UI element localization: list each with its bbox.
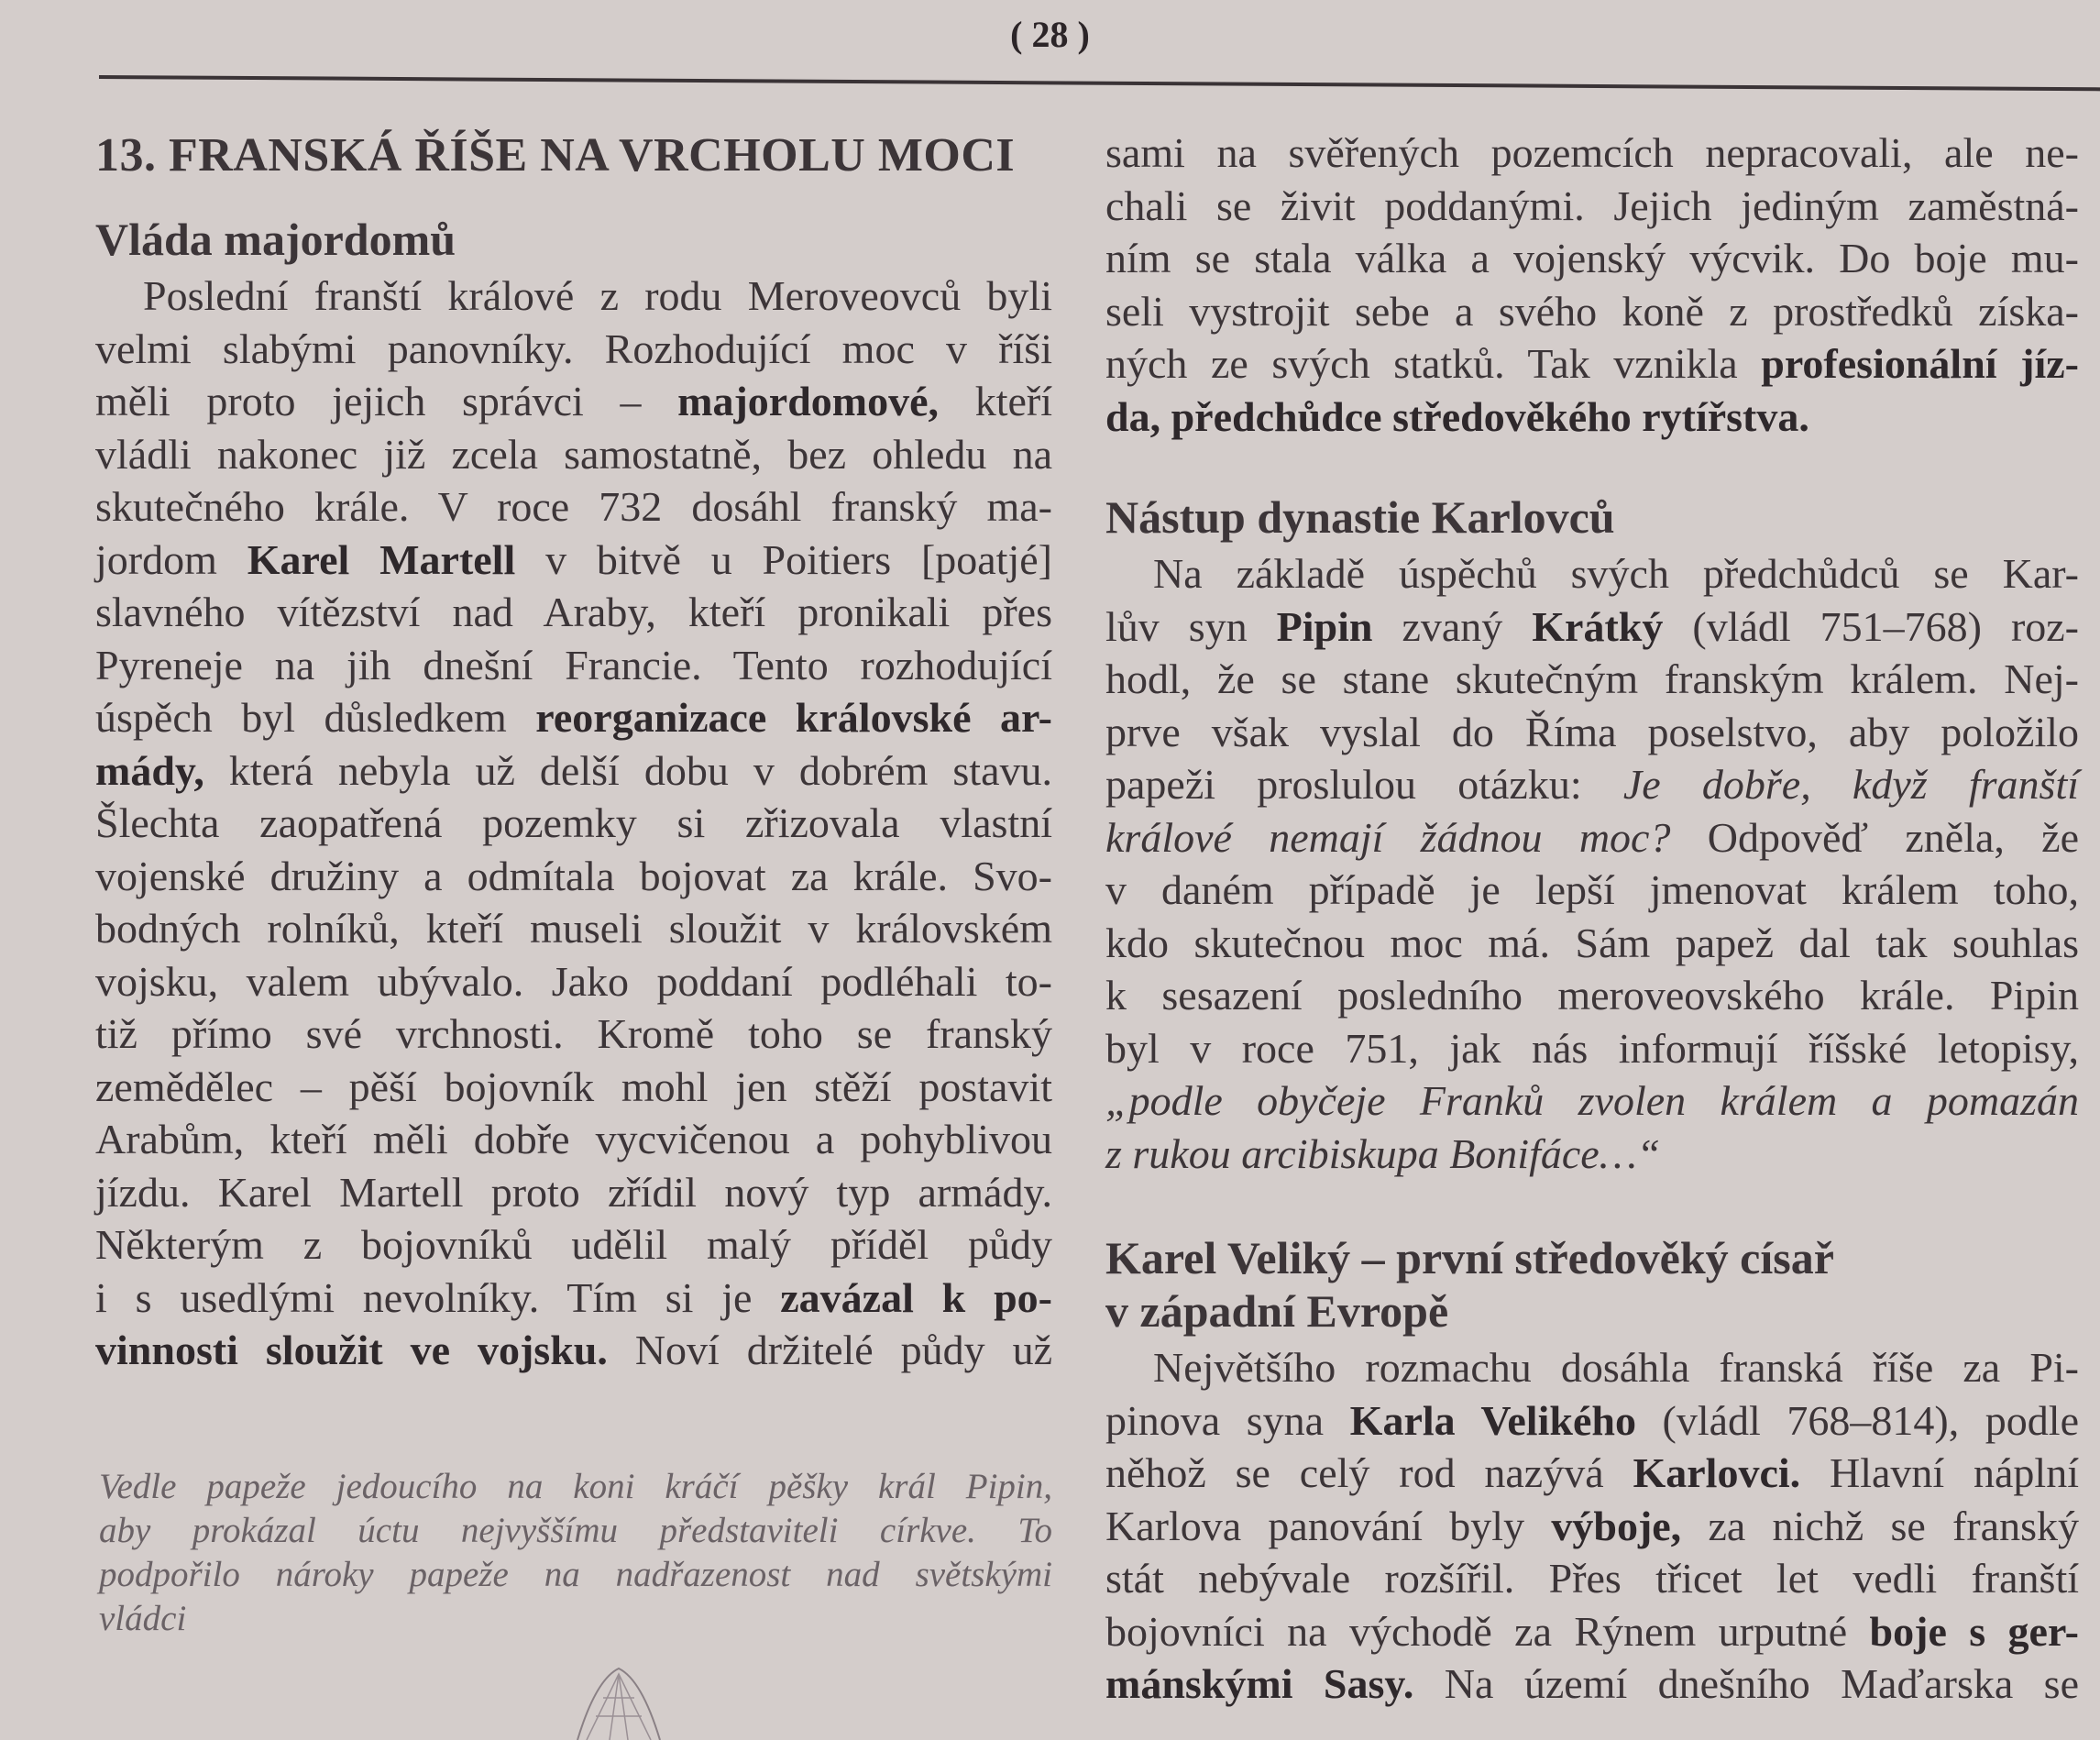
text-line: i s usedlými nevolníky. Tím si je zavázal k po- bbox=[95, 1273, 1052, 1321]
text-line: lův syn Pipin zvaný Krátký (vládl 751–768) roz- bbox=[1105, 602, 2079, 650]
section-heading-majordomu: Vláda majordomů bbox=[95, 214, 456, 265]
text-line: mády, která nebyla už delší dobu v dobrém stavu. bbox=[95, 746, 1052, 794]
chapter-title: 13. FRANSKÁ ŘÍŠE NA VRCHOLU MOCI bbox=[95, 129, 1016, 182]
section-heading-karel-veliky bbox=[1105, 1231, 2079, 1338]
text-line: něhož se celý rod nazývá Karlovci. Hlavní náplní bbox=[1105, 1449, 2079, 1496]
text-line: papeži proslulou otázku: Je dobře, když franští bbox=[1105, 761, 2079, 808]
text-line: seli vystrojit sebe a svého koně z prostředků získa- bbox=[1105, 287, 2079, 335]
text-line: zemědělec – pěší bojovník mohl jen stěží postavit bbox=[95, 1063, 1052, 1110]
text-line: prve však vyslal do Říma poselstvo, aby položilo bbox=[1105, 708, 2079, 755]
section-heading-karlovcu: Nástup dynastie Karlovců bbox=[1105, 491, 1615, 543]
text-line: slavného vítězství nad Araby, kteří pronikali přes bbox=[95, 589, 1052, 635]
text-line: kdo skutečnou moc má. Sám papež dal tak souhlas bbox=[1105, 919, 2079, 966]
text-line: chali se živit poddanými. Jejich jediným zaměstná- bbox=[1105, 182, 2079, 229]
right-body-bottom bbox=[1105, 1341, 2079, 1711]
text-line: v daném případě je lepší jmenovat králem toho, bbox=[1105, 866, 2079, 913]
text-line: aby prokázal úctu nejvyššímu představiteli církve. To bbox=[99, 1511, 1052, 1550]
text-line: vojsku, valem ubývalo. Jako poddaní podléhali to- bbox=[95, 957, 1052, 1005]
heading-line-2: v západní Evropě bbox=[1105, 1285, 1449, 1337]
text-line: stát nebývale rozšířil. Přes třicet let vedli franští bbox=[1105, 1555, 2079, 1602]
text-line: Karlova panování byly výboje, za nichž se franský bbox=[1105, 1502, 2079, 1549]
text-line: Vedle papeže jedoucího na koni kráčí pěšky král Pipin, bbox=[99, 1467, 1052, 1506]
text-line: měli proto jejich správci – majordomové, kteří bbox=[95, 378, 1053, 424]
text-line: vládci bbox=[99, 1599, 187, 1638]
text-line: Na základě úspěchů svých předchůdců se Kar- bbox=[1153, 550, 2079, 597]
text-line: da, předchůdce středověkého rytířstva. bbox=[1105, 392, 1809, 440]
text-line: hodl, že se stane skutečným franským králem. Nej- bbox=[1105, 655, 2079, 702]
header-rule bbox=[99, 75, 2100, 91]
text-line: vládli nakonec již zcela samostatně, bez ohledu na bbox=[95, 430, 1052, 478]
text-line: z rukou arcibiskupa Bonifáce…“ bbox=[1105, 1129, 1661, 1177]
text-line: „podle obyčeje Franků zvolen králem a pomazán bbox=[1105, 1077, 2079, 1124]
text-line: bodných rolníků, kteří museli sloužit v královském bbox=[95, 905, 1052, 952]
text-line: pinova syna Karla Velikého (vládl 768–814), podle bbox=[1105, 1396, 2079, 1444]
text-line: bojovníci na východě za Rýnem urputné boje s ger- bbox=[1105, 1607, 2079, 1655]
text-line: vinnosti sloužit ve vojsku. Noví držitelé půdy už bbox=[95, 1327, 1053, 1373]
text-line: mánskými Sasy. Na území dnešního Maďarska se bbox=[1105, 1660, 2080, 1707]
text-line: Arabům, kteří měli dobře vycvičenou a pohyblivou bbox=[95, 1116, 1052, 1162]
left-body bbox=[95, 270, 1052, 1377]
text-line: Pyreneje na jih dnešní Francie. Tento rozhodující bbox=[95, 641, 1052, 688]
text-line: Největšího rozmachu dosáhla franská říše za Pi- bbox=[1153, 1344, 2079, 1391]
page-number: ( 28 ) bbox=[1010, 14, 1090, 55]
text-line: králové nemají žádnou moc? Odpověď zněla, že bbox=[1105, 813, 2079, 861]
text-line: k sesazení posledního meroveovského krále. Pipin bbox=[1105, 972, 2079, 1019]
text-line: jízdu. Karel Martell proto zřídil nový typ armády. bbox=[95, 1168, 1052, 1216]
text-line: Šlechta zaopatřená pozemky si zřizovala vlastní bbox=[95, 799, 1052, 846]
text-line: jordom Karel Martell v bitvě u Poitiers [poatjé] bbox=[95, 535, 1052, 583]
text-line: velmi slabými panovníky. Rozhodující moc v říši bbox=[95, 325, 1052, 372]
text-line: vojenské družiny a odmítala bojovat za krále. Svo- bbox=[95, 852, 1052, 899]
right-body-mid bbox=[1105, 547, 2079, 1180]
text-line: Poslední franští králové z rodu Meroveovců byli bbox=[143, 272, 1052, 319]
text-line: sami na svěřených pozemcích nepracovali, ale ne- bbox=[1105, 129, 2079, 176]
illustration-fragment bbox=[568, 1661, 669, 1740]
text-line: Některým z bojovníků udělil malý příděl půdy bbox=[95, 1221, 1052, 1268]
text-line: skutečného krále. V roce 732 dosáhl franský ma- bbox=[95, 483, 1052, 530]
text-line: byl v roce 751, jak nás informují říšské letopisy, bbox=[1105, 1024, 2079, 1072]
right-column bbox=[1105, 127, 2079, 1711]
text-line: tiž přímo své vrchnosti. Kromě toho se franský bbox=[95, 1010, 1052, 1057]
right-body-top bbox=[1105, 127, 2079, 443]
heading-line-1: Karel Veliký – první středověký císař bbox=[1105, 1232, 1834, 1283]
text-line: úspěch byl důsledkem reorganizace královské ar- bbox=[95, 694, 1053, 741]
text-line: ných ze svých statků. Tak vznikla profesionální jíz- bbox=[1105, 340, 2079, 387]
text-line: podpořilo nároky papeže na nadřazenost nad světskými bbox=[99, 1555, 1052, 1594]
text-line: ním se stala válka a vojenský výcvik. Do boje mu- bbox=[1105, 235, 2079, 281]
left-column bbox=[95, 127, 1052, 1377]
image-caption bbox=[99, 1465, 1052, 1641]
